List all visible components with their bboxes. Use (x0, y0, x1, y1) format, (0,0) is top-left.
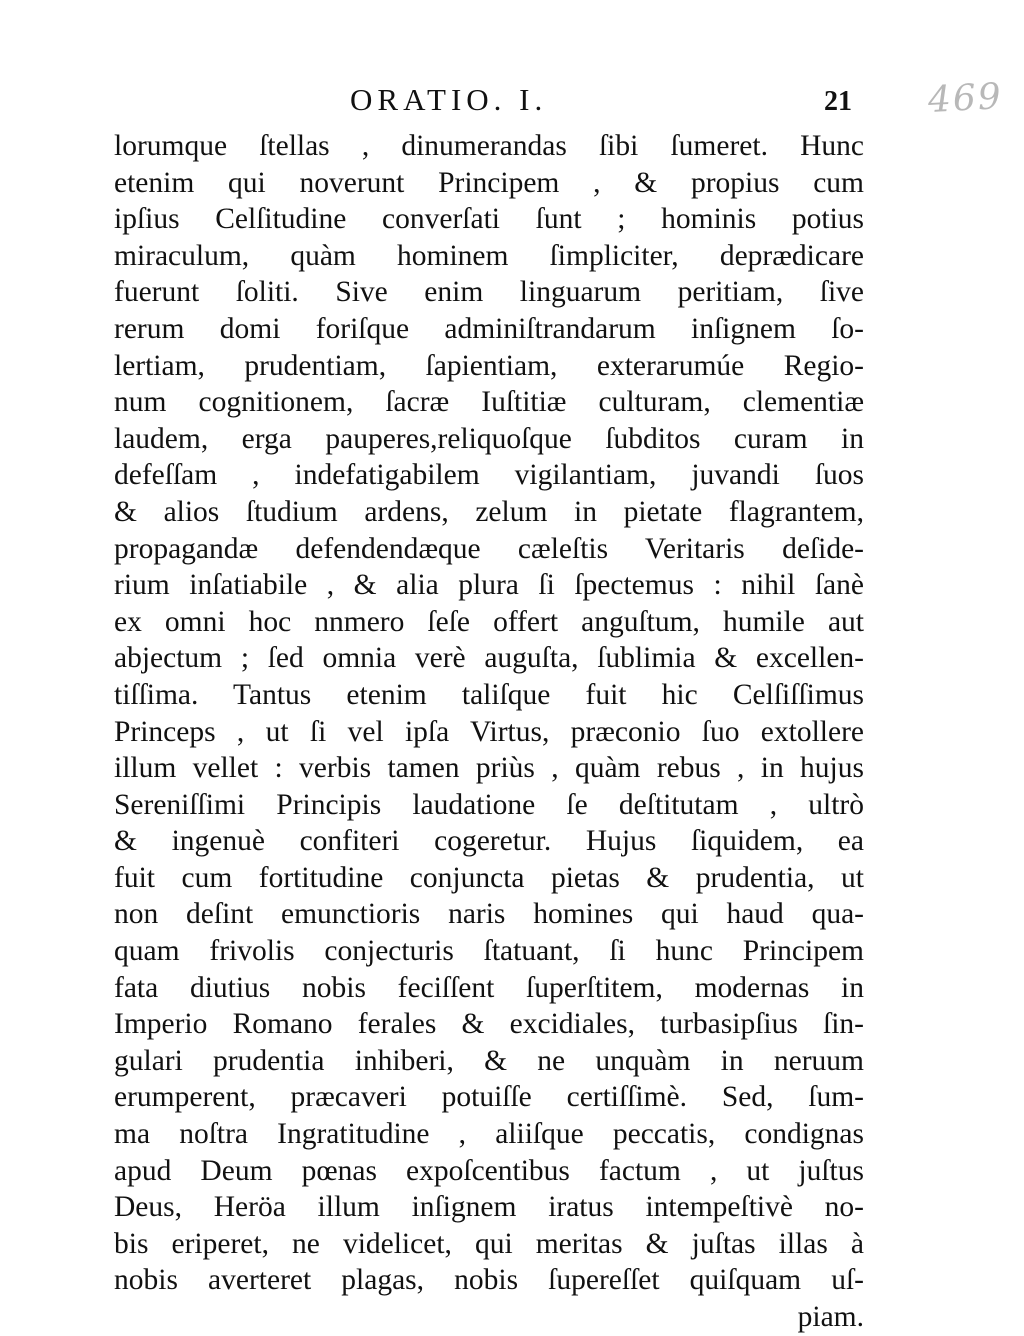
text-line: erumperent, præcaveri potuiſſe certiſſimè. Sed, ſum- (114, 1081, 864, 1114)
text-line: tiſſima. Tantus etenim taliſque fuit hic Celſiſſimus (114, 678, 864, 711)
text-line: fata diutius nobis feciſſent ſuperſtitem, modernas in (114, 971, 864, 1004)
text-line: ma noſtra Ingratitudine , aliiſque peccatis, condignas (114, 1118, 864, 1151)
text-line: rium inſatiabile , & alia plura ſi ſpectemus : nihil ſanè (114, 569, 864, 602)
text-line: quam frivolis conjecturis ſtatuant, ſi hunc Principem (114, 935, 864, 968)
text-line: apud Deum pœnas expoſcentibus factum , ut juſtus (114, 1154, 864, 1187)
text-line: & alios ſtudium ardens, zelum in pietate flagrantem, (114, 495, 864, 528)
text-line: ex omni hoc nnmero ſeſe offert anguſtum, humile aut (114, 605, 864, 638)
text-line: laudem, erga pauperes,reliquoſque ſubditos curam in (114, 422, 864, 455)
text-line: Deus, Heröa illum inſignem iratus intempeſtivè no- (114, 1191, 864, 1224)
text-line: defeſſam , indefatigabilem vigilantiam, juvandi ſuos (114, 459, 864, 492)
text-line: miraculum, quàm hominem ſimpliciter, deprædicare (114, 239, 864, 272)
text-line: num cognitionem, ſacræ Iuſtitiæ culturam, clementiæ (114, 386, 864, 419)
text-line: non deſint emunctioris naris homines qui haud qua- (114, 898, 864, 931)
text-line: etenim qui noverunt Principem , & propius cum (114, 166, 864, 199)
text-line: gulari prudentia inhiberi, & ne unquàm in neruum (114, 1044, 864, 1077)
text-line: Imperio Romano ferales & excidiales, turbasipſius ſin- (114, 1008, 864, 1041)
text-line: lorumque ſtellas , dinumerandas ſibi ſumeret. Hunc (114, 130, 864, 162)
text-line: ipſius Celſitudine converſati ſunt ; hominis potius (114, 203, 864, 236)
text-line: bis eriperet, ne videlicet, qui meritas & juſtas illas à (114, 1227, 864, 1260)
text-line: Sereniſſimi Principis laudatione ſe deſtitutam , ultrò (114, 788, 864, 821)
body-text (114, 128, 864, 1336)
text-line: nobis averteret plagas, nobis ſupereſſet quiſquam uſ- (114, 1264, 864, 1297)
text-line: Princeps , ut ſi vel ipſa Virtus, præconio ſuo extollere (114, 715, 864, 748)
text-line: fuerunt ſoliti. Sive enim linguarum peritiam, ſive (114, 276, 864, 309)
running-head-title: ORATIO. I. (350, 82, 548, 117)
text-line: illum vellet : verbis tamen priùs , quàm rebus , in hujus (114, 752, 864, 785)
handwritten-margin-note: 469 (926, 76, 1004, 121)
text-line: rerum domi foriſque adminiſtrandarum inſignem ſo- (114, 312, 864, 345)
text-line: abjectum ; ſed omnia verè auguſta, ſublimia & excellen- (114, 642, 864, 675)
text-line: piam. (797, 1301, 864, 1333)
text-line: lertiam, prudentiam, ſapientiam, exterarumúe Regio- (114, 349, 864, 382)
text-line: fuit cum fortitudine conjuncta pietas & prudentia, ut (114, 861, 864, 894)
running-head (112, 82, 852, 122)
text-line: propagandæ defendendæque cæleſtis Veritaris deſide- (114, 532, 864, 565)
text-line: & ingenuè confiteri cogeretur. Hujus ſiquidem, ea (114, 825, 864, 858)
page-number: 21 (824, 86, 852, 117)
